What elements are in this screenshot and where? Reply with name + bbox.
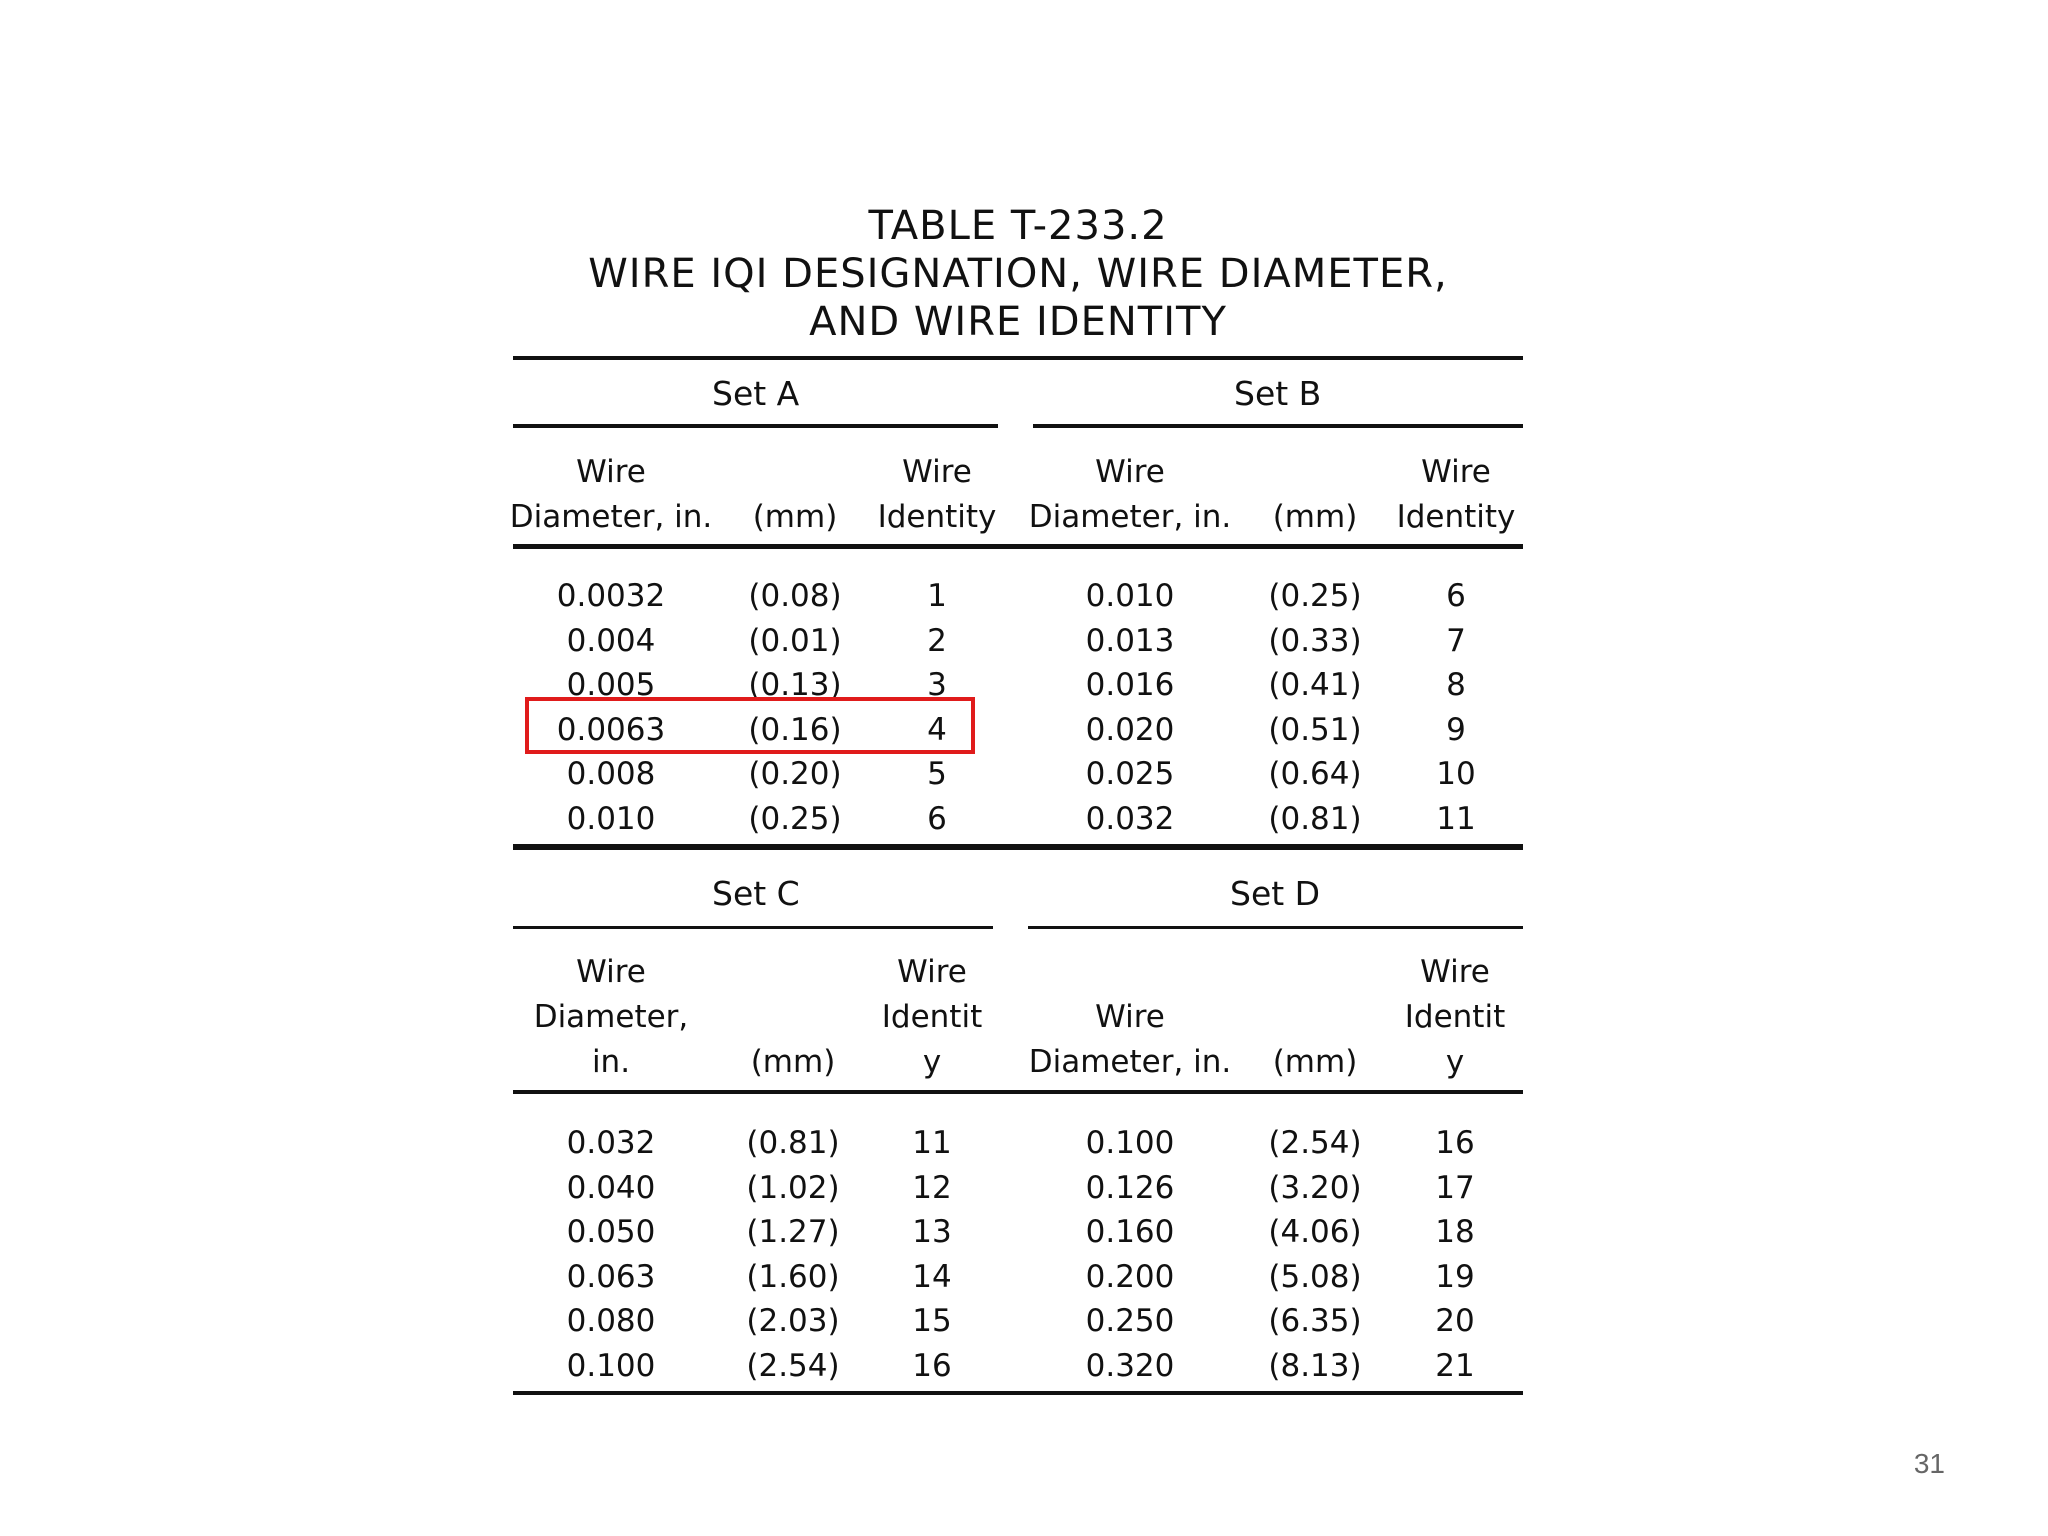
cell-diameter-in: 0.032 <box>566 1125 656 1161</box>
cell-wire-identity: 9 <box>1446 711 1466 748</box>
table-title <box>513 202 1523 346</box>
cell-wire-identity: 8 <box>1446 667 1466 703</box>
column-header-line: Identity <box>1396 499 1516 535</box>
column-header-line: Wire <box>576 454 646 490</box>
cell-wire-identity: 1 <box>927 578 947 614</box>
cell-diameter-mm: (2.54) <box>746 1347 840 1384</box>
cell-diameter-mm: (1.60) <box>746 1258 840 1295</box>
cell-diameter-mm: (0.08) <box>748 578 842 614</box>
cell-wire-identity: 2 <box>927 622 947 659</box>
cell-diameter-in: 0.100 <box>1085 1125 1175 1161</box>
column-header-line: Identit <box>1404 999 1506 1035</box>
column-header-line: Diameter, in. <box>1028 1044 1232 1080</box>
top-rule <box>513 356 1523 360</box>
cell-wire-identity: 16 <box>1435 1125 1475 1161</box>
column-header-line: Wire <box>1421 454 1491 490</box>
cell-diameter-mm: (0.51) <box>1268 711 1362 748</box>
cell-diameter-in: 0.0032 <box>556 578 666 614</box>
cell-diameter-in: 0.025 <box>1085 756 1175 792</box>
column-header-line: Identity <box>877 499 997 535</box>
cell-diameter-mm: (0.64) <box>1268 756 1362 792</box>
cell-diameter-mm: (5.08) <box>1268 1258 1362 1295</box>
cell-diameter-in: 0.100 <box>566 1347 656 1384</box>
cell-wire-identity: 7 <box>1446 622 1466 659</box>
set-c-rule <box>513 926 993 929</box>
cell-diameter-in: 0.040 <box>566 1169 656 1206</box>
column-header-line: Diameter, in. <box>509 499 713 535</box>
cell-diameter-mm: (6.35) <box>1268 1303 1362 1339</box>
cell-wire-identity: 13 <box>912 1214 952 1250</box>
column-header-line: y <box>922 1044 942 1080</box>
cell-wire-identity: 6 <box>1446 578 1466 614</box>
table-title-line: TABLE T-233.2 <box>868 203 1168 249</box>
column-header <box>481 950 741 1085</box>
column-header-line: Wire <box>1095 999 1165 1035</box>
set-c-label: Set C <box>712 874 800 913</box>
column-header-line: (mm) <box>750 1044 836 1080</box>
cell-wire-identity: 18 <box>1435 1214 1475 1250</box>
cell-wire-identity: 16 <box>912 1347 952 1384</box>
bottom-rule <box>513 1391 1523 1395</box>
column-header-line: Diameter, in. <box>1028 499 1232 535</box>
column-header-line: Wire <box>902 454 972 490</box>
set-a-label: Set A <box>712 374 800 413</box>
header-rule-bottom <box>513 1090 1523 1094</box>
column-header <box>1365 950 1545 1085</box>
cell-diameter-in: 0.004 <box>566 622 656 659</box>
cell-diameter-mm: (0.81) <box>746 1125 840 1161</box>
set-b-label: Set B <box>1234 374 1322 413</box>
cell-diameter-mm: (0.16) <box>748 711 842 748</box>
cell-diameter-in: 0.063 <box>566 1258 656 1295</box>
column-header-line: Wire <box>576 954 646 990</box>
cell-diameter-in: 0.0063 <box>556 711 666 748</box>
column-header-line: (mm) <box>1272 499 1358 535</box>
cell-diameter-in: 0.005 <box>566 667 656 703</box>
column-header <box>1000 450 1260 540</box>
cell-diameter-in: 0.320 <box>1085 1347 1175 1384</box>
set-a-rule <box>513 424 998 428</box>
cell-diameter-in: 0.200 <box>1085 1258 1175 1295</box>
set-d-rule <box>1028 926 1523 929</box>
cell-wire-identity: 11 <box>1436 800 1476 837</box>
cell-diameter-in: 0.010 <box>566 800 656 837</box>
cell-diameter-mm: (0.25) <box>1268 578 1362 614</box>
cell-wire-identity: 12 <box>912 1169 952 1206</box>
column-header-line: Diameter, <box>533 999 689 1035</box>
cell-diameter-mm: (0.25) <box>748 800 842 837</box>
cell-diameter-mm: (3.20) <box>1268 1169 1362 1206</box>
cell-wire-identity: 3 <box>927 667 947 703</box>
cell-diameter-in: 0.020 <box>1085 711 1175 748</box>
column-header-line: in. <box>591 1044 631 1080</box>
cell-wire-identity: 19 <box>1435 1258 1475 1295</box>
column-header <box>481 450 741 540</box>
cell-diameter-mm: (8.13) <box>1268 1347 1362 1384</box>
mid-rule <box>513 844 1523 850</box>
cell-diameter-mm: (2.54) <box>1268 1125 1362 1161</box>
cell-diameter-mm: (0.41) <box>1268 667 1362 703</box>
cell-wire-identity: 10 <box>1436 756 1476 792</box>
page-number: 31 <box>1913 1448 1945 1479</box>
cell-wire-identity: 6 <box>927 800 947 837</box>
table-title-line: AND WIRE IDENTITY <box>809 299 1227 345</box>
cell-wire-identity: 20 <box>1435 1303 1475 1339</box>
cell-diameter-mm: (0.33) <box>1268 622 1362 659</box>
table-title-line: WIRE IQI DESIGNATION, WIRE DIAMETER, <box>588 251 1448 297</box>
cell-wire-identity: 17 <box>1435 1169 1475 1206</box>
cell-diameter-in: 0.008 <box>566 756 656 792</box>
cell-diameter-in: 0.016 <box>1085 667 1175 703</box>
set-d-label: Set D <box>1230 874 1321 913</box>
cell-diameter-mm: (1.27) <box>746 1214 840 1250</box>
column-header-line: Wire <box>897 954 967 990</box>
cell-diameter-mm: (0.81) <box>1268 800 1362 837</box>
cell-wire-identity: 21 <box>1435 1347 1475 1384</box>
set-b-rule <box>1033 424 1523 428</box>
column-header <box>842 950 1022 1085</box>
cell-diameter-in: 0.032 <box>1085 800 1175 837</box>
column-header-line: y <box>1445 1044 1465 1080</box>
column-header-line: (mm) <box>752 499 838 535</box>
highlight-box <box>525 697 975 754</box>
cell-diameter-mm: (0.13) <box>748 667 842 703</box>
column-header-line: (mm) <box>1272 1044 1358 1080</box>
cell-diameter-mm: (0.01) <box>748 622 842 659</box>
cell-diameter-mm: (1.02) <box>746 1169 840 1206</box>
header-rule-top <box>513 544 1523 549</box>
cell-diameter-in: 0.013 <box>1085 622 1175 659</box>
cell-diameter-in: 0.080 <box>566 1303 656 1339</box>
cell-diameter-in: 0.126 <box>1085 1169 1175 1206</box>
cell-wire-identity: 4 <box>927 711 947 748</box>
cell-diameter-mm: (2.03) <box>746 1303 840 1339</box>
cell-diameter-mm: (0.20) <box>748 756 842 792</box>
column-header-line: Wire <box>1095 454 1165 490</box>
cell-diameter-in: 0.160 <box>1085 1214 1175 1250</box>
cell-wire-identity: 14 <box>912 1258 952 1295</box>
cell-wire-identity: 15 <box>912 1303 952 1339</box>
column-header <box>1000 995 1260 1085</box>
column-header <box>1366 450 1546 540</box>
column-header-line: Identit <box>881 999 983 1035</box>
cell-diameter-in: 0.250 <box>1085 1303 1175 1339</box>
column-header-line: Wire <box>1420 954 1490 990</box>
cell-diameter-mm: (4.06) <box>1268 1214 1362 1250</box>
cell-diameter-in: 0.010 <box>1085 578 1175 614</box>
cell-wire-identity: 11 <box>912 1125 952 1161</box>
cell-wire-identity: 5 <box>927 756 947 792</box>
cell-diameter-in: 0.050 <box>566 1214 656 1250</box>
